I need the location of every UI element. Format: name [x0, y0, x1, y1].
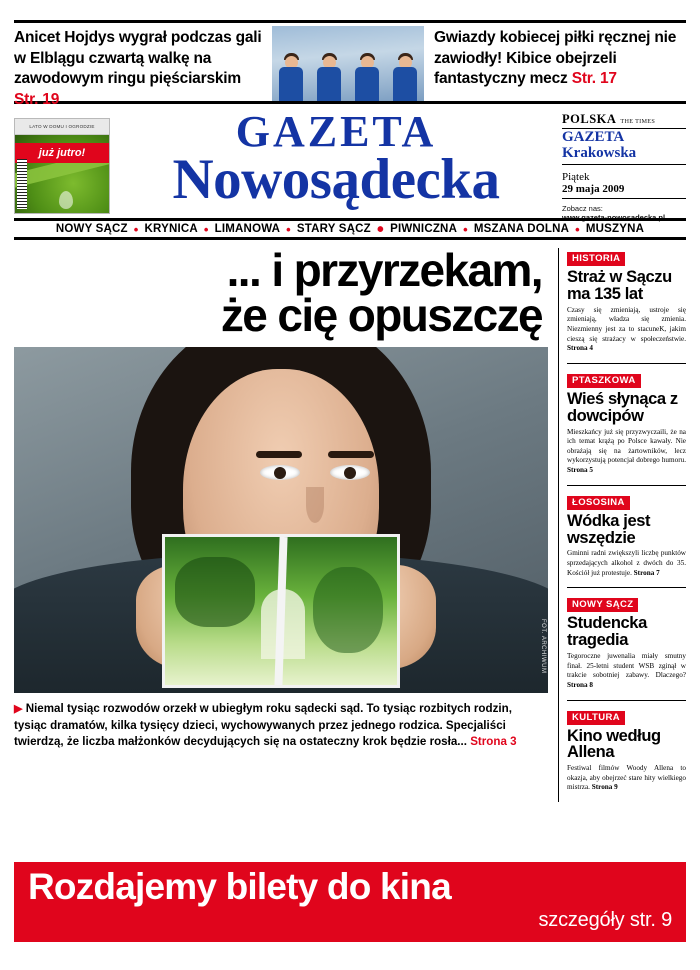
sidebar-item-title: Wódka jest wszędzie [567, 511, 651, 547]
promo-magazine-box[interactable] [14, 118, 110, 214]
brand-times-label: THE TIMES [620, 118, 656, 125]
content-columns [14, 244, 686, 802]
town-item-2[interactable]: LIMANOWA [214, 223, 281, 235]
website-url[interactable]: www.gazeta-nowosadecka.pl [562, 212, 666, 222]
sidebar-item-body: Mieszkańcy już się przyzwyczaili, że na ich temat krążą po Polsce kawały. Nie obrażają się na żartowników, lecz wykorzystują potencjał dobrego humoru. [567, 427, 686, 465]
sidebar-item-text [567, 764, 686, 793]
eyebrow-right [328, 451, 374, 458]
barcode-icon [17, 159, 27, 209]
town-item-4[interactable]: PIWNICZNA [390, 223, 458, 235]
player-figure [314, 47, 344, 101]
sidebar-item-ptaszkowa[interactable] [567, 370, 686, 476]
sidebar-item-text [567, 428, 686, 476]
sidebar-item-lososina[interactable] [567, 492, 686, 579]
town-item-3[interactable]: STARY SĄCZ [296, 223, 371, 235]
main-story-column [14, 244, 548, 802]
teaser-left-text: Anicet Hojdys wygrał podczas gali w Elblągu czwartą walkę na zawodowym ringu pięściarskim [14, 29, 262, 88]
sidebar-item-text [567, 549, 686, 578]
player-figure [352, 47, 382, 101]
sidebar-item-historia[interactable] [567, 248, 686, 354]
separator-dot-icon: • [463, 221, 468, 237]
sidebar-item-text [567, 652, 686, 691]
sidebar-item-page-ref[interactable]: Strona 9 [591, 783, 618, 792]
main-photo-woman-tearing-photograph [14, 347, 548, 693]
promo-magazine-strapline: LATO W DOMU I OGRODZIE [15, 119, 109, 135]
sidebar-item-page-ref[interactable]: Strona 4 [567, 344, 594, 353]
divider [567, 700, 686, 701]
status-badge: NOWY SĄCZ [567, 598, 638, 612]
sidebar-item-body: Czasy się zmieniają, ustroje się zmieniają, władza się zmienia. Niezmienny jest za to stacuneK, jakim cieszą się strażacy w społeczeństwie. [567, 305, 686, 343]
teaser-photo-handball [272, 26, 424, 101]
main-story-lead [14, 701, 548, 751]
sidebar-item-page-ref[interactable]: Strona 5 [567, 466, 594, 475]
player-figure [276, 47, 306, 101]
brand-polska-row [562, 112, 686, 129]
masthead [14, 104, 686, 222]
date-weekday: Piątek [562, 170, 590, 183]
main-headline-line1: ... i przyrzekam, [226, 244, 542, 296]
arrow-right-icon: ▶ [14, 703, 23, 716]
teaser-right[interactable] [424, 26, 686, 101]
divider [567, 587, 686, 588]
sidebar-item-title: Kino według Allena [567, 726, 661, 762]
separator-dot-icon: • [203, 221, 209, 237]
main-story-page-ref[interactable]: Strona 3 [470, 735, 517, 749]
separator-dot-icon: • [133, 221, 139, 237]
torn-photograph [165, 537, 397, 685]
sidebar-item-body: Tegoroczne juwenalia miały smutny finał. 25-letni student WSB zginął w trakcie sobotniej zabawy. Dlaczego? [567, 651, 686, 680]
nose-shape [306, 487, 324, 523]
sidebar-item-title: Studencka tragedia [567, 614, 647, 650]
sidebar-item-title: Straż w Sączu ma 135 lat [567, 268, 672, 303]
teaser-left-page-ref[interactable]: Str. 19 [14, 90, 60, 108]
sidebar-item-page-ref[interactable]: Strona 8 [567, 680, 594, 689]
town-item-5[interactable]: MSZANA DOLNA [473, 223, 570, 235]
status-badge: ŁOSOSINA [567, 496, 630, 510]
eyebrow-left [256, 451, 302, 458]
newspaper-front-page [0, 26, 700, 970]
divider [567, 363, 686, 364]
teaser-right-text: Gwiazdy kobiecej piłki ręcznej nie zawiodły! Kibice obejrzeli fantastyczny mecz [434, 29, 677, 88]
water-drop-icon [59, 191, 73, 209]
brand-gazeta-label: GAZETA [562, 129, 625, 145]
sidebar-stories [558, 248, 686, 802]
foliage-shape [175, 557, 255, 627]
brand-region-label: Krakowska [562, 146, 686, 165]
status-badge: PTASZKOWA [567, 374, 641, 388]
bottom-promo-title: Rozdajemy bilety do kina [28, 866, 451, 907]
separator-dot-icon: • [575, 221, 580, 237]
main-headline[interactable] [14, 244, 548, 341]
town-item-0[interactable]: NOWY SĄCZ [55, 223, 128, 235]
page-title [110, 107, 558, 212]
separator-dot-icon: • [286, 221, 291, 237]
brand-info-column [558, 110, 686, 222]
date-full: 29 maja 2009 [562, 183, 686, 199]
teaser-left[interactable] [14, 26, 272, 108]
divider [567, 485, 686, 486]
bottom-promo-banner[interactable] [14, 862, 686, 942]
town-item-1[interactable]: KRYNICA [144, 223, 198, 235]
main-story-lead-text: Niemal tysiąc rozwodów orzekł w ubiegłym roku sądecki sąd. To tysiąc rozbitych rodzin, tysiąc dramatów, kilka tysięcy dzieci, wychowywanych przez jednego rodzica. Specjaliści twierdzą, że liczba małżonków decydujących się na ostateczny krok będzie rosła... [14, 702, 512, 749]
top-teaser-strip [14, 26, 686, 108]
photo-player-row [272, 39, 424, 101]
player-figure [390, 47, 420, 101]
sidebar-item-body: Festiwal filmów Woody Allena to okazja, aby obejrzeć stare hity wielkiego mistrza. [567, 764, 686, 792]
sidebar-item-kultura[interactable] [567, 707, 686, 794]
foliage-shape [313, 567, 383, 653]
status-badge: HISTORIA [567, 252, 625, 266]
brand-polska-label: POLSKA [562, 112, 617, 126]
status-badge: KULTURA [567, 711, 625, 725]
masthead-title-line2: Nowosądecka [172, 148, 500, 212]
masthead-title-line1: GAZETA [235, 107, 437, 156]
photo-credit: FOT. ARCHIWUM [540, 618, 546, 674]
see-us-label: Zobacz nas: [562, 203, 603, 213]
town-item-6[interactable]: MUSZYNA [585, 223, 645, 235]
towns-bar: NOWY SĄCZ • KRYNICA • LIMANOWA • STARY SĄCZ • PIWNICZNA • MSZANA DOLNA • MUSZYNA [14, 218, 686, 240]
sidebar-item-body: Gminni radni zwiększyli liczbę punktów sprzedających alkohol z dwóch do 35. Kościół już protestuje. [567, 549, 686, 577]
bottom-promo-subtitle: szczegóły str. 9 [538, 908, 672, 931]
main-headline-line2: że cię opuszczę [220, 288, 542, 341]
sidebar-item-text [567, 306, 686, 354]
promo-badge: już jutro! [15, 143, 109, 163]
sidebar-item-page-ref[interactable]: Strona 7 [633, 568, 660, 577]
teaser-right-page-ref[interactable]: Str. 17 [571, 70, 617, 88]
sidebar-item-title: Wieś słynąca z dowcipów [567, 389, 678, 425]
sidebar-item-nowy-sacz[interactable] [567, 594, 686, 690]
